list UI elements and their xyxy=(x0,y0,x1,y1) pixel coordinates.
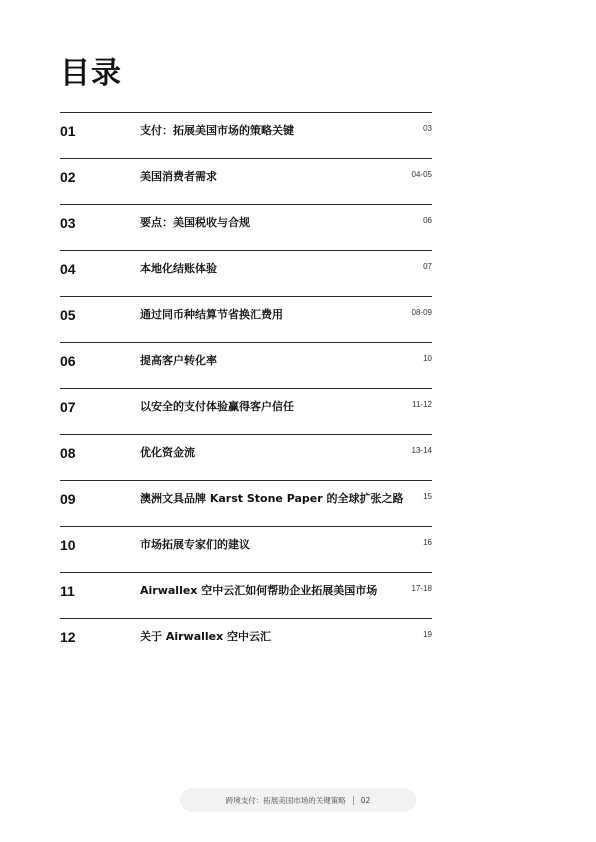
toc-item-title: Airwallex 空中云汇如何帮助企业拓展美国市场 xyxy=(140,584,378,597)
toc-item[interactable] xyxy=(60,112,432,158)
toc-item-page: 13-14 xyxy=(411,446,432,455)
toc-item-title: 美国消费者需求 xyxy=(140,170,217,183)
toc-item[interactable] xyxy=(60,204,432,250)
page-footer xyxy=(180,788,416,812)
toc-item-page: 10 xyxy=(423,354,432,363)
toc-item[interactable] xyxy=(60,388,432,434)
toc-item-page: 04-05 xyxy=(411,170,432,179)
toc-item[interactable] xyxy=(60,526,432,572)
toc-item-page: 07 xyxy=(423,262,432,271)
toc-item-title: 优化资金流 xyxy=(140,446,195,459)
toc-item-number: 01 xyxy=(60,123,76,139)
toc-item-title: 要点：美国税收与合规 xyxy=(140,216,250,229)
toc-item-page: 03 xyxy=(423,124,432,133)
toc-item[interactable] xyxy=(60,158,432,204)
toc-item-number: 05 xyxy=(60,307,76,323)
footer-divider xyxy=(353,796,354,805)
toc-item-page: 06 xyxy=(423,216,432,225)
toc-item[interactable] xyxy=(60,618,432,664)
toc-item[interactable] xyxy=(60,296,432,342)
toc-item[interactable] xyxy=(60,434,432,480)
toc-item[interactable] xyxy=(60,250,432,296)
toc-item-number: 03 xyxy=(60,215,76,231)
toc-item-title: 澳洲文具品牌 Karst Stone Paper 的全球扩张之路 xyxy=(140,492,404,505)
toc-item-page: 19 xyxy=(423,630,432,639)
toc-item-number: 04 xyxy=(60,261,76,277)
toc-item-number: 12 xyxy=(60,629,76,645)
toc-item-number: 08 xyxy=(60,445,76,461)
toc-item-number: 07 xyxy=(60,399,76,415)
toc-item-title: 提高客户转化率 xyxy=(140,354,217,367)
toc-item-number: 02 xyxy=(60,169,76,185)
toc-item-page: 15 xyxy=(423,492,432,501)
page-title: 目录 xyxy=(60,56,122,91)
toc-item-title: 市场拓展专家们的建议 xyxy=(140,538,250,551)
footer-page-number: 02 xyxy=(360,795,371,805)
toc-item[interactable] xyxy=(60,342,432,388)
toc-item-number: 10 xyxy=(60,537,76,553)
table-of-contents xyxy=(60,112,432,664)
footer-doc-title: 跨境支付：拓展美国市场的关键策略 xyxy=(225,795,346,805)
toc-item-page: 11-12 xyxy=(412,400,432,409)
toc-item[interactable] xyxy=(60,572,432,618)
toc-item-number: 06 xyxy=(60,353,76,369)
toc-item-number: 09 xyxy=(60,491,76,507)
toc-item-page: 17-18 xyxy=(411,584,432,593)
toc-item-page: 16 xyxy=(423,538,432,547)
toc-item-title: 支付：拓展美国市场的策略关键 xyxy=(140,124,294,137)
toc-item-title: 关于 Airwallex 空中云汇 xyxy=(140,630,272,643)
toc-item-title: 本地化结账体验 xyxy=(140,262,217,275)
toc-item-number: 11 xyxy=(60,583,75,599)
toc-item[interactable] xyxy=(60,480,432,526)
toc-item-page: 08-09 xyxy=(411,308,432,317)
toc-item-title: 以安全的支付体验赢得客户信任 xyxy=(140,400,294,413)
toc-item-title: 通过同币种结算节省换汇费用 xyxy=(140,308,283,321)
